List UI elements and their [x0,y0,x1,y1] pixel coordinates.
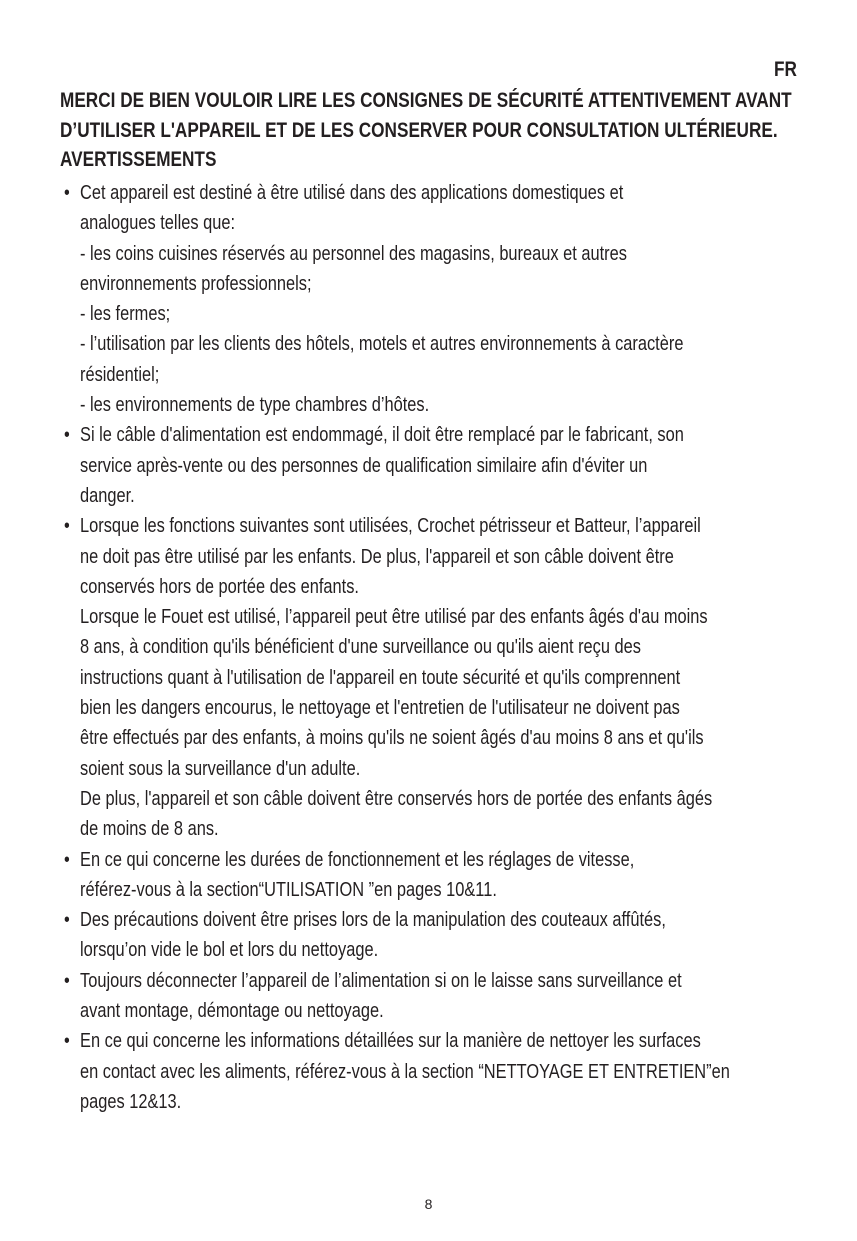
warning-item-operating-times [60,845,788,906]
text-line: résidentiel; [80,362,160,386]
text-line: De plus, l'appareil et son câble doivent être conservés hors de portée des enfants âgés [80,786,713,810]
text-line: en contact avec les aliments, référez-vous à la section “NETTOYAGE ET ENTRETIEN”en [80,1059,730,1083]
bullet-icon: • [64,181,70,204]
text-line: service après-vente ou des personnes de qualification similaire afin d'éviter un [80,453,648,477]
safety-heading [60,86,796,175]
text-line: - les coins cuisines réservés au personnel des magasins, bureaux et autres [80,241,627,265]
language-code: FR [774,58,797,81]
text-line: analogues telles que: [80,211,236,235]
text-line: environnements professionnels; [80,271,312,295]
text-line: Toujours déconnecter l’appareil de l’alimentation si on le laisse sans surveillance et [80,968,682,992]
text-line: 8 ans, à condition qu'ils bénéficient d'une surveillance ou qu'ils aient reçu des [80,635,641,659]
text-line: lorsqu’on vide le bol et lors du nettoyage. [80,938,379,962]
text-line: Lorsque les fonctions suivantes sont utilisées, Crochet pétrisseur et Batteur, l’appareil [80,514,701,538]
bullet-icon: • [64,908,70,932]
warnings-title: AVERTISSEMENTS [60,147,217,171]
warning-item-power-cable [60,420,788,511]
text-line: pages 12&13. [80,1089,182,1113]
text-line: bien les dangers encourus, le nettoyage et l'entretien de l'utilisateur ne doivent pas [80,696,680,720]
text-line: - les fermes; [80,302,171,326]
warning-item-sharp-blades [60,905,788,966]
warning-item-cleaning [60,1026,788,1117]
text-line: Lorsque le Fouet est utilisé, l’appareil peut être utilisé par des enfants âgés d'au moins [80,605,708,629]
text-line: instructions quant à l'utilisation de l'appareil en toute sécurité et qu'ils comprennent [80,665,681,689]
heading-line: MERCI DE BIEN VOULOIR LIRE LES CONSIGNES DE SÉCURITÉ ATTENTIVEMENT AVANT [60,88,792,112]
text-line: soient sous la surveillance d'un adulte. [80,756,361,780]
text-line: En ce qui concerne les informations détaillées sur la manière de nettoyer les surfaces [80,1029,701,1053]
text-line: danger. [80,483,135,507]
bullet-icon: • [64,423,70,447]
text-line: Cet appareil est destiné à être utilisé dans des applications domestiques et [80,181,624,204]
text-line: avant montage, démontage ou nettoyage. [80,999,384,1023]
heading-line: D’UTILISER L'APPAREIL ET DE LES CONSERVER POUR CONSULTATION ULTÉRIEURE. [60,117,778,142]
text-line: En ce qui concerne les durées de fonctionnement et les réglages de vitesse, [80,847,635,871]
text-line: référez-vous à la section“UTILISATION ”en pages 10&11. [80,877,497,901]
text-line: - les environnements de type chambres d’hôtes. [80,393,430,417]
page-number: 8 [424,1196,433,1212]
bullet-icon: • [64,514,70,538]
text-line: conservés hors de portée des enfants. [80,574,359,598]
text-line: ne doit pas être utilisé par les enfants. De plus, l'appareil et son câble doivent être [80,544,674,568]
bullet-icon: • [64,847,70,871]
text-line: Des précautions doivent être prises lors de la manipulation des couteaux affûtés, [80,908,666,932]
warning-item-domestic-use [60,178,788,420]
bullet-icon: • [64,1029,70,1053]
warnings-list [60,178,788,1117]
text-line: de moins de 8 ans. [80,817,219,841]
text-line: Si le câble d'alimentation est endommagé, il doit être remplacé par le fabricant, son [80,423,684,447]
text-line: - l’utilisation par les clients des hôtels, motels et autres environnements à caractère [80,332,684,356]
text-line: être effectués par des enfants, à moins qu'ils ne soient âgés d'au moins 8 ans et qu'ils [80,726,704,750]
bullet-icon: • [64,968,70,992]
warning-item-disconnect [60,966,788,1027]
warning-item-children [60,511,788,844]
